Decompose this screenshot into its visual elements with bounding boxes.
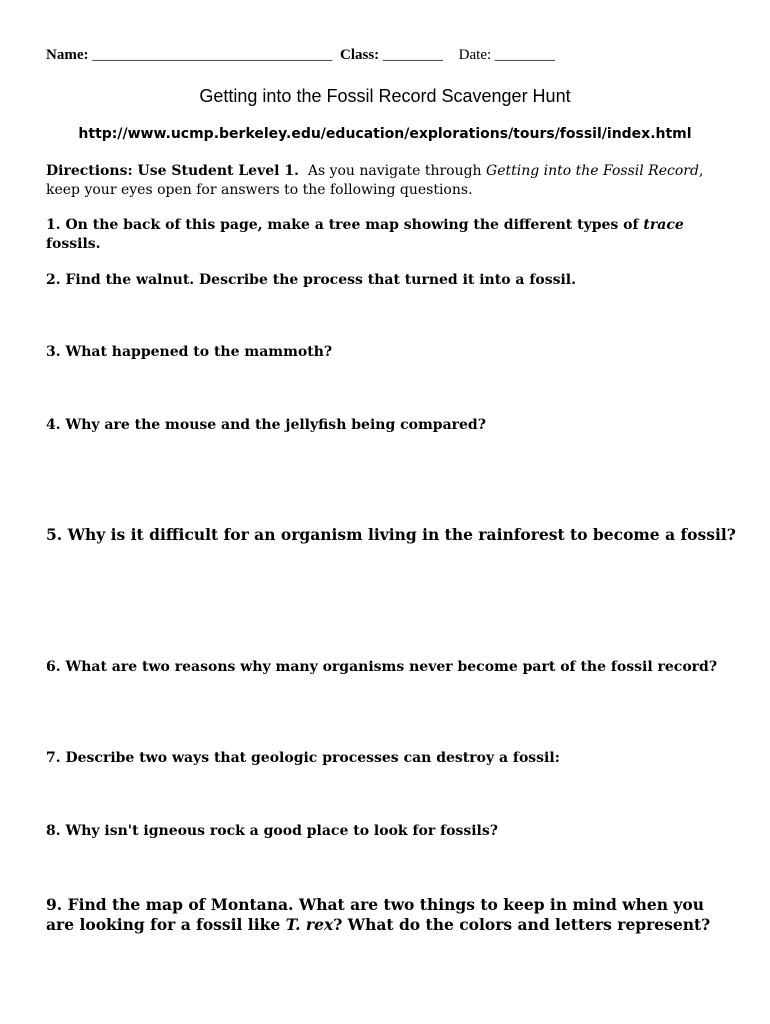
question-9: [46, 895, 736, 935]
question-9-text-end: ? What do the colors and letters represent?: [333, 915, 711, 934]
question-1: [46, 216, 736, 254]
question-1-text: 1. On the back of this page, make a tree map showing the different types of: [46, 217, 639, 233]
class-blank: ________: [382, 47, 443, 63]
source-url: http://www.ucmp.berkeley.edu/education/explorations/tours/fossil/index.html: [78, 126, 692, 142]
class-label: Class:: [339, 47, 380, 63]
date-label: Date:: [458, 47, 492, 63]
question-9-italic: T. rex: [285, 915, 334, 934]
student-info-line: [46, 47, 555, 64]
date-blank: ________: [494, 47, 555, 63]
directions-text-1: As you navigate through: [307, 163, 482, 179]
question-7: 7. Describe two ways that geologic processes can destroy a fossil:: [46, 750, 560, 766]
question-9-text: 9. Find the map of Montana. What are two things to keep in mind when you are looking for a fossil like: [46, 895, 705, 934]
question-6: 6. What are two reasons why many organisms never become part of the fossil record?: [46, 659, 718, 675]
name-blank: ________________________________: [92, 47, 333, 63]
question-1-italic: trace: [643, 217, 684, 233]
directions-text-2: , keep your eyes open for answers to the following questions.: [46, 163, 704, 198]
question-1-text-end: fossils.: [46, 236, 101, 252]
name-label: Name:: [46, 47, 89, 63]
question-2: 2. Find the walnut. Describe the process that turned it into a fossil.: [46, 272, 576, 288]
directions-paragraph: [46, 162, 736, 200]
question-8: 8. Why isn't igneous rock a good place to look for fossils?: [46, 823, 498, 839]
question-4: 4. Why are the mouse and the jellyfish being compared?: [46, 417, 486, 433]
directions-lead: Directions: Use Student Level 1.: [46, 163, 299, 179]
question-5: 5. Why is it difficult for an organism living in the rainforest to become a fossil?: [46, 525, 736, 544]
question-3: 3. What happened to the mammoth?: [46, 344, 333, 360]
directions-site-title: Getting into the Fossil Record: [486, 163, 699, 179]
page-title: Getting into the Fossil Record Scavenger Hunt: [199, 86, 571, 106]
